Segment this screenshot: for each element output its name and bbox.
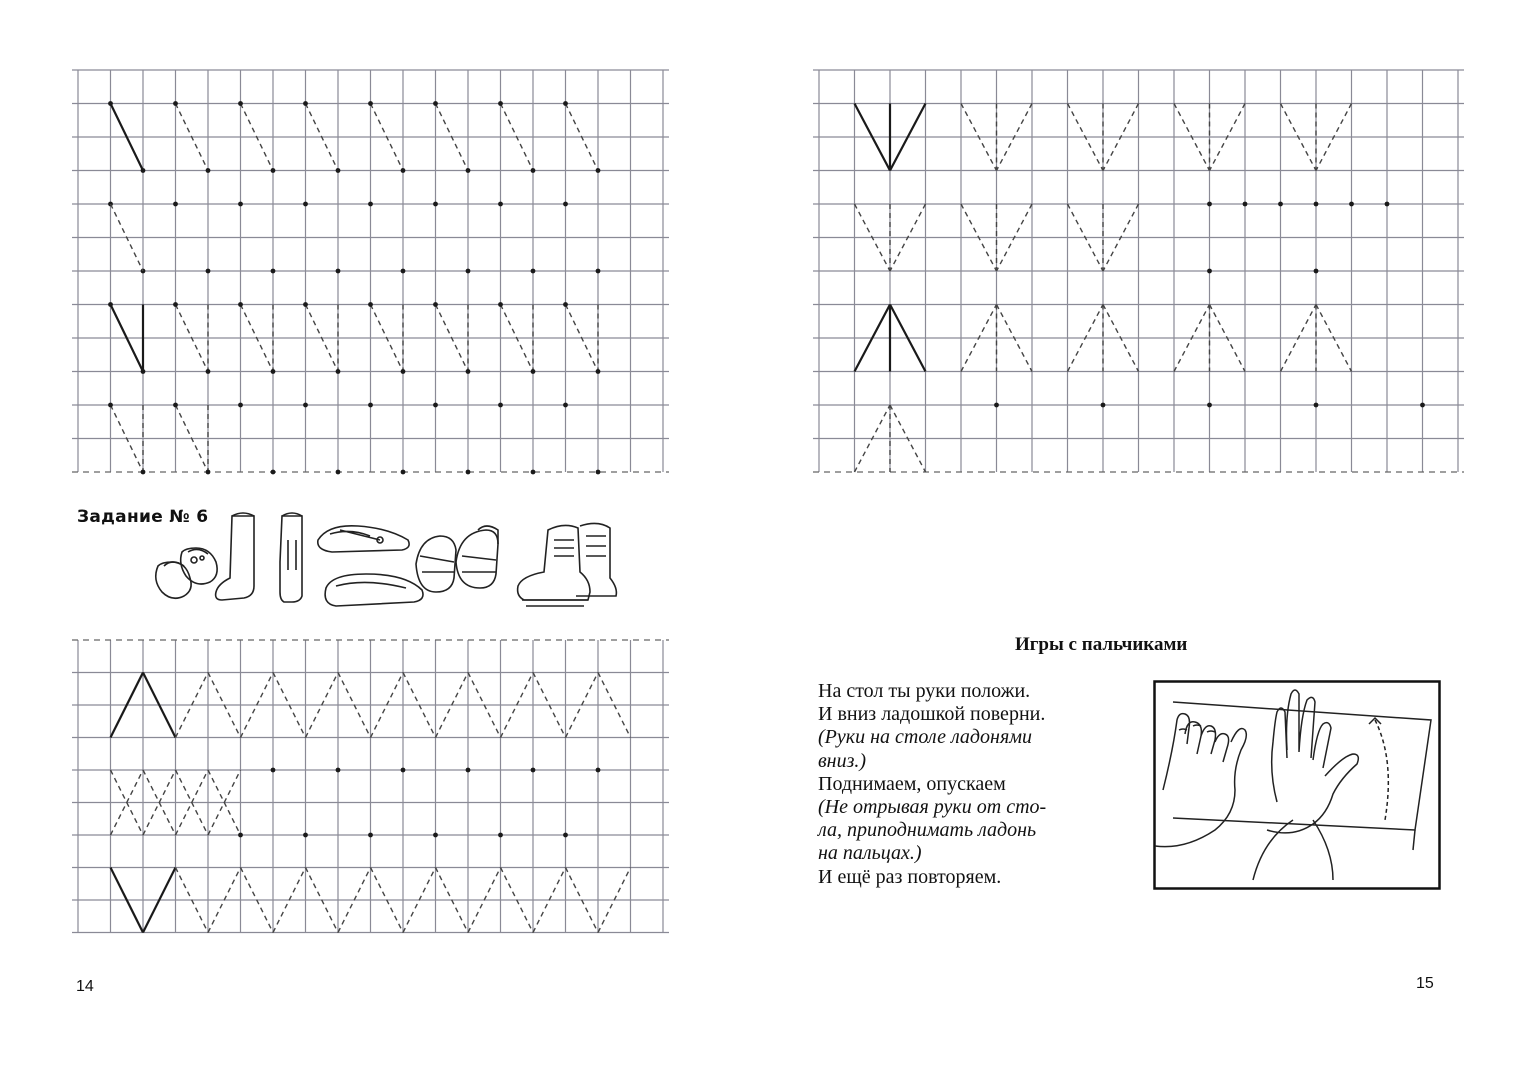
start-dot [433,833,438,838]
start-dot [336,768,341,773]
poem-instruction: вниз.) [818,749,867,772]
tracing-grid-bottom-left [0,0,769,960]
section-title: Игры с пальчиками [1015,634,1188,655]
right-page [769,0,1538,1080]
start-dot [1349,202,1354,207]
start-dot [1278,202,1283,207]
start-dot [1420,403,1425,408]
start-dot [1314,403,1319,408]
poem-instruction: на пальцах.) [818,842,922,865]
tracing-grid-top-right [769,0,1538,500]
start-dot [498,833,503,838]
page-number: 14 [76,978,94,995]
start-dot [1314,269,1319,274]
start-dot [1207,202,1212,207]
task-title: Задание № 6 [77,507,209,527]
poem-instruction: (Руки на столе ладонями [818,726,1033,749]
hands-on-table-icon [1153,680,1441,890]
finger-game-poem [818,680,1046,889]
start-dot [1207,269,1212,274]
start-dot [1385,202,1390,207]
start-dot [401,768,406,773]
poem-line: Поднимаем, опускаем [818,772,1006,795]
poem-line: На стол ты руки положи. [818,680,1031,702]
start-dot [303,833,308,838]
poem-line: И вниз ладошкой поверни. [818,703,1046,726]
page-number: 15 [1416,975,1434,992]
start-dot [596,768,601,773]
poem-instruction: ла, приподнимать ладонь [818,819,1037,842]
start-dot [368,833,373,838]
start-dot [994,403,999,408]
start-dot [531,768,536,773]
start-dot [271,768,276,773]
start-dot [1207,403,1212,408]
start-dot [466,768,471,773]
poem-line: И ещё раз повторяем. [818,865,1002,888]
start-dot [1243,202,1248,207]
start-dot [1314,202,1319,207]
start-dot [238,833,243,838]
start-dot [1101,403,1106,408]
start-dot [563,833,568,838]
poem-instruction: (Не отрывая руки от сто- [818,796,1047,819]
